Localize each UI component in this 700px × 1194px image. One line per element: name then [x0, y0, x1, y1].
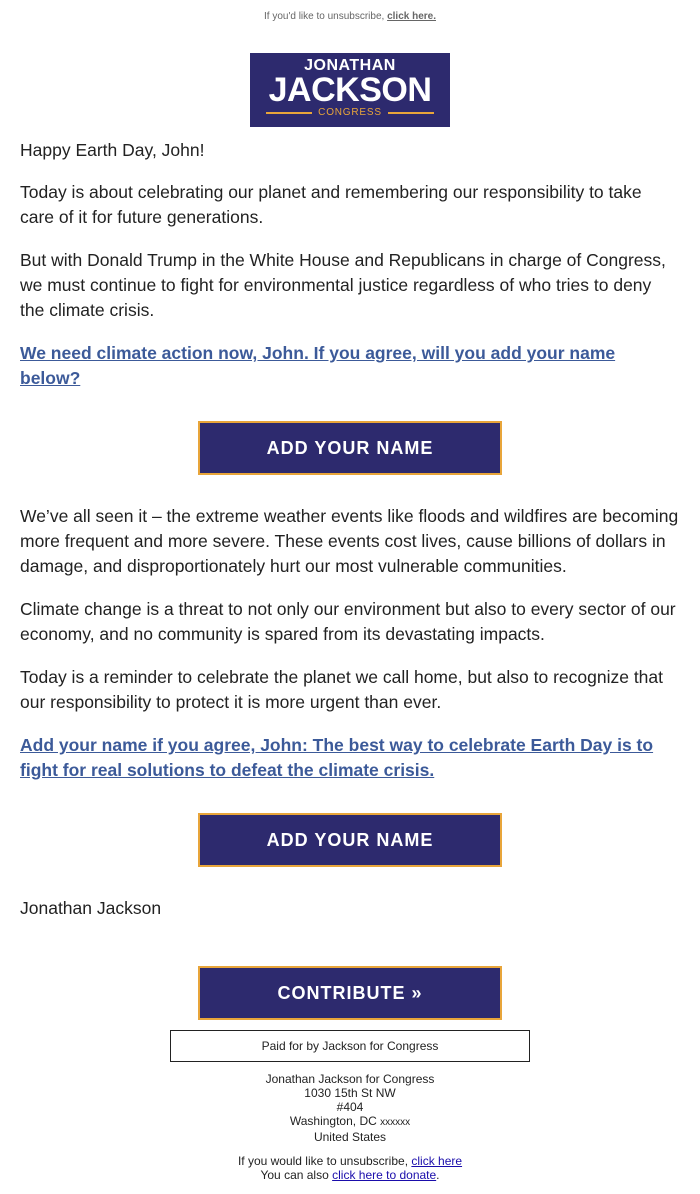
paid-for-disclaimer: Paid for by Jackson for Congress	[170, 1030, 530, 1062]
jackson-logo	[250, 53, 450, 127]
logo-first-name: JONATHAN	[304, 57, 396, 74]
footer-unsubscribe-link[interactable]: click here	[411, 1154, 463, 1168]
logo-left-rule	[266, 112, 312, 114]
cta-paragraph-2	[20, 733, 680, 783]
button-row-2	[20, 813, 680, 867]
footer-donate-text: You can also	[260, 1168, 329, 1182]
greeting: Happy Earth Day, John!	[20, 140, 205, 160]
footer-unsubscribe-line	[0, 1154, 700, 1168]
logo-last-name: JACKSON	[268, 71, 432, 109]
top-unsubscribe-link[interactable]: click here.	[387, 11, 436, 22]
logo-office: CONGRESS	[318, 107, 382, 118]
add-your-name-button-2[interactable]: ADD YOUR NAME	[198, 813, 502, 867]
paragraph-3: We’ve all seen it – the extreme weather events like floods and wildfires are becoming more frequent and more severe. These events cost lives, cause billions of dollars in damage, and disproportionately hurt our most vulnerable communities.	[20, 506, 679, 576]
footer-unsubscribe-text: If you would like to unsubscribe,	[237, 1154, 409, 1168]
footer-donate-line	[0, 1168, 700, 1182]
address-suite: #404	[336, 1100, 364, 1114]
add-your-name-button-1[interactable]: ADD YOUR NAME	[198, 421, 502, 475]
logo-right-rule	[388, 112, 434, 114]
button-row-3	[20, 966, 680, 1020]
footer	[0, 1154, 700, 1182]
button-row-1	[20, 421, 680, 475]
email-body	[0, 138, 700, 1020]
logo-container	[0, 53, 700, 127]
contribute-button[interactable]: CONTRIBUTE »	[198, 966, 502, 1020]
top-unsubscribe-line	[0, 0, 700, 25]
paragraph-2: But with Donald Trump in the White House and Republicans in charge of Congress, we must continue to fight for environmental justice regardless of who tries to deny the climate crisis.	[20, 250, 666, 320]
address-name: Jonathan Jackson for Congress	[265, 1072, 435, 1086]
footer-donate-link[interactable]: click here to donate	[332, 1168, 437, 1182]
cta-link-2[interactable]: Add your name if you agree, John: The best way to celebrate Earth Day is to fight for real solutions to defeat the climate crisis.	[20, 735, 654, 780]
paragraph-1: Today is about celebrating our planet and remembering our responsibility to take care of it for future generations.	[20, 182, 642, 227]
paragraph-4: Climate change is a threat to not only our environment but also to every sector of our economy, and no community is spared from its devastating impacts.	[20, 599, 676, 644]
paragraph-5: Today is a reminder to celebrate the planet we call home, but also to recognize that our responsibility to protect it is more urgent than ever.	[20, 667, 664, 712]
address-city: Washington, DC	[289, 1114, 377, 1128]
signature: Jonathan Jackson	[20, 898, 162, 918]
address-zip: xxxxxx	[380, 1117, 411, 1128]
address-country: United States	[313, 1130, 387, 1144]
cta-link-1[interactable]: We need climate action now, John. If you agree, will you add your name below?	[20, 343, 616, 388]
top-unsubscribe-text: If you'd like to unsubscribe,	[263, 11, 385, 22]
cta-paragraph-1	[20, 341, 680, 391]
address-street: 1030 15th St NW	[304, 1086, 396, 1100]
mailing-address	[0, 1072, 700, 1144]
footer-donate-end: .	[436, 1168, 440, 1182]
address-city-line	[0, 1114, 700, 1130]
